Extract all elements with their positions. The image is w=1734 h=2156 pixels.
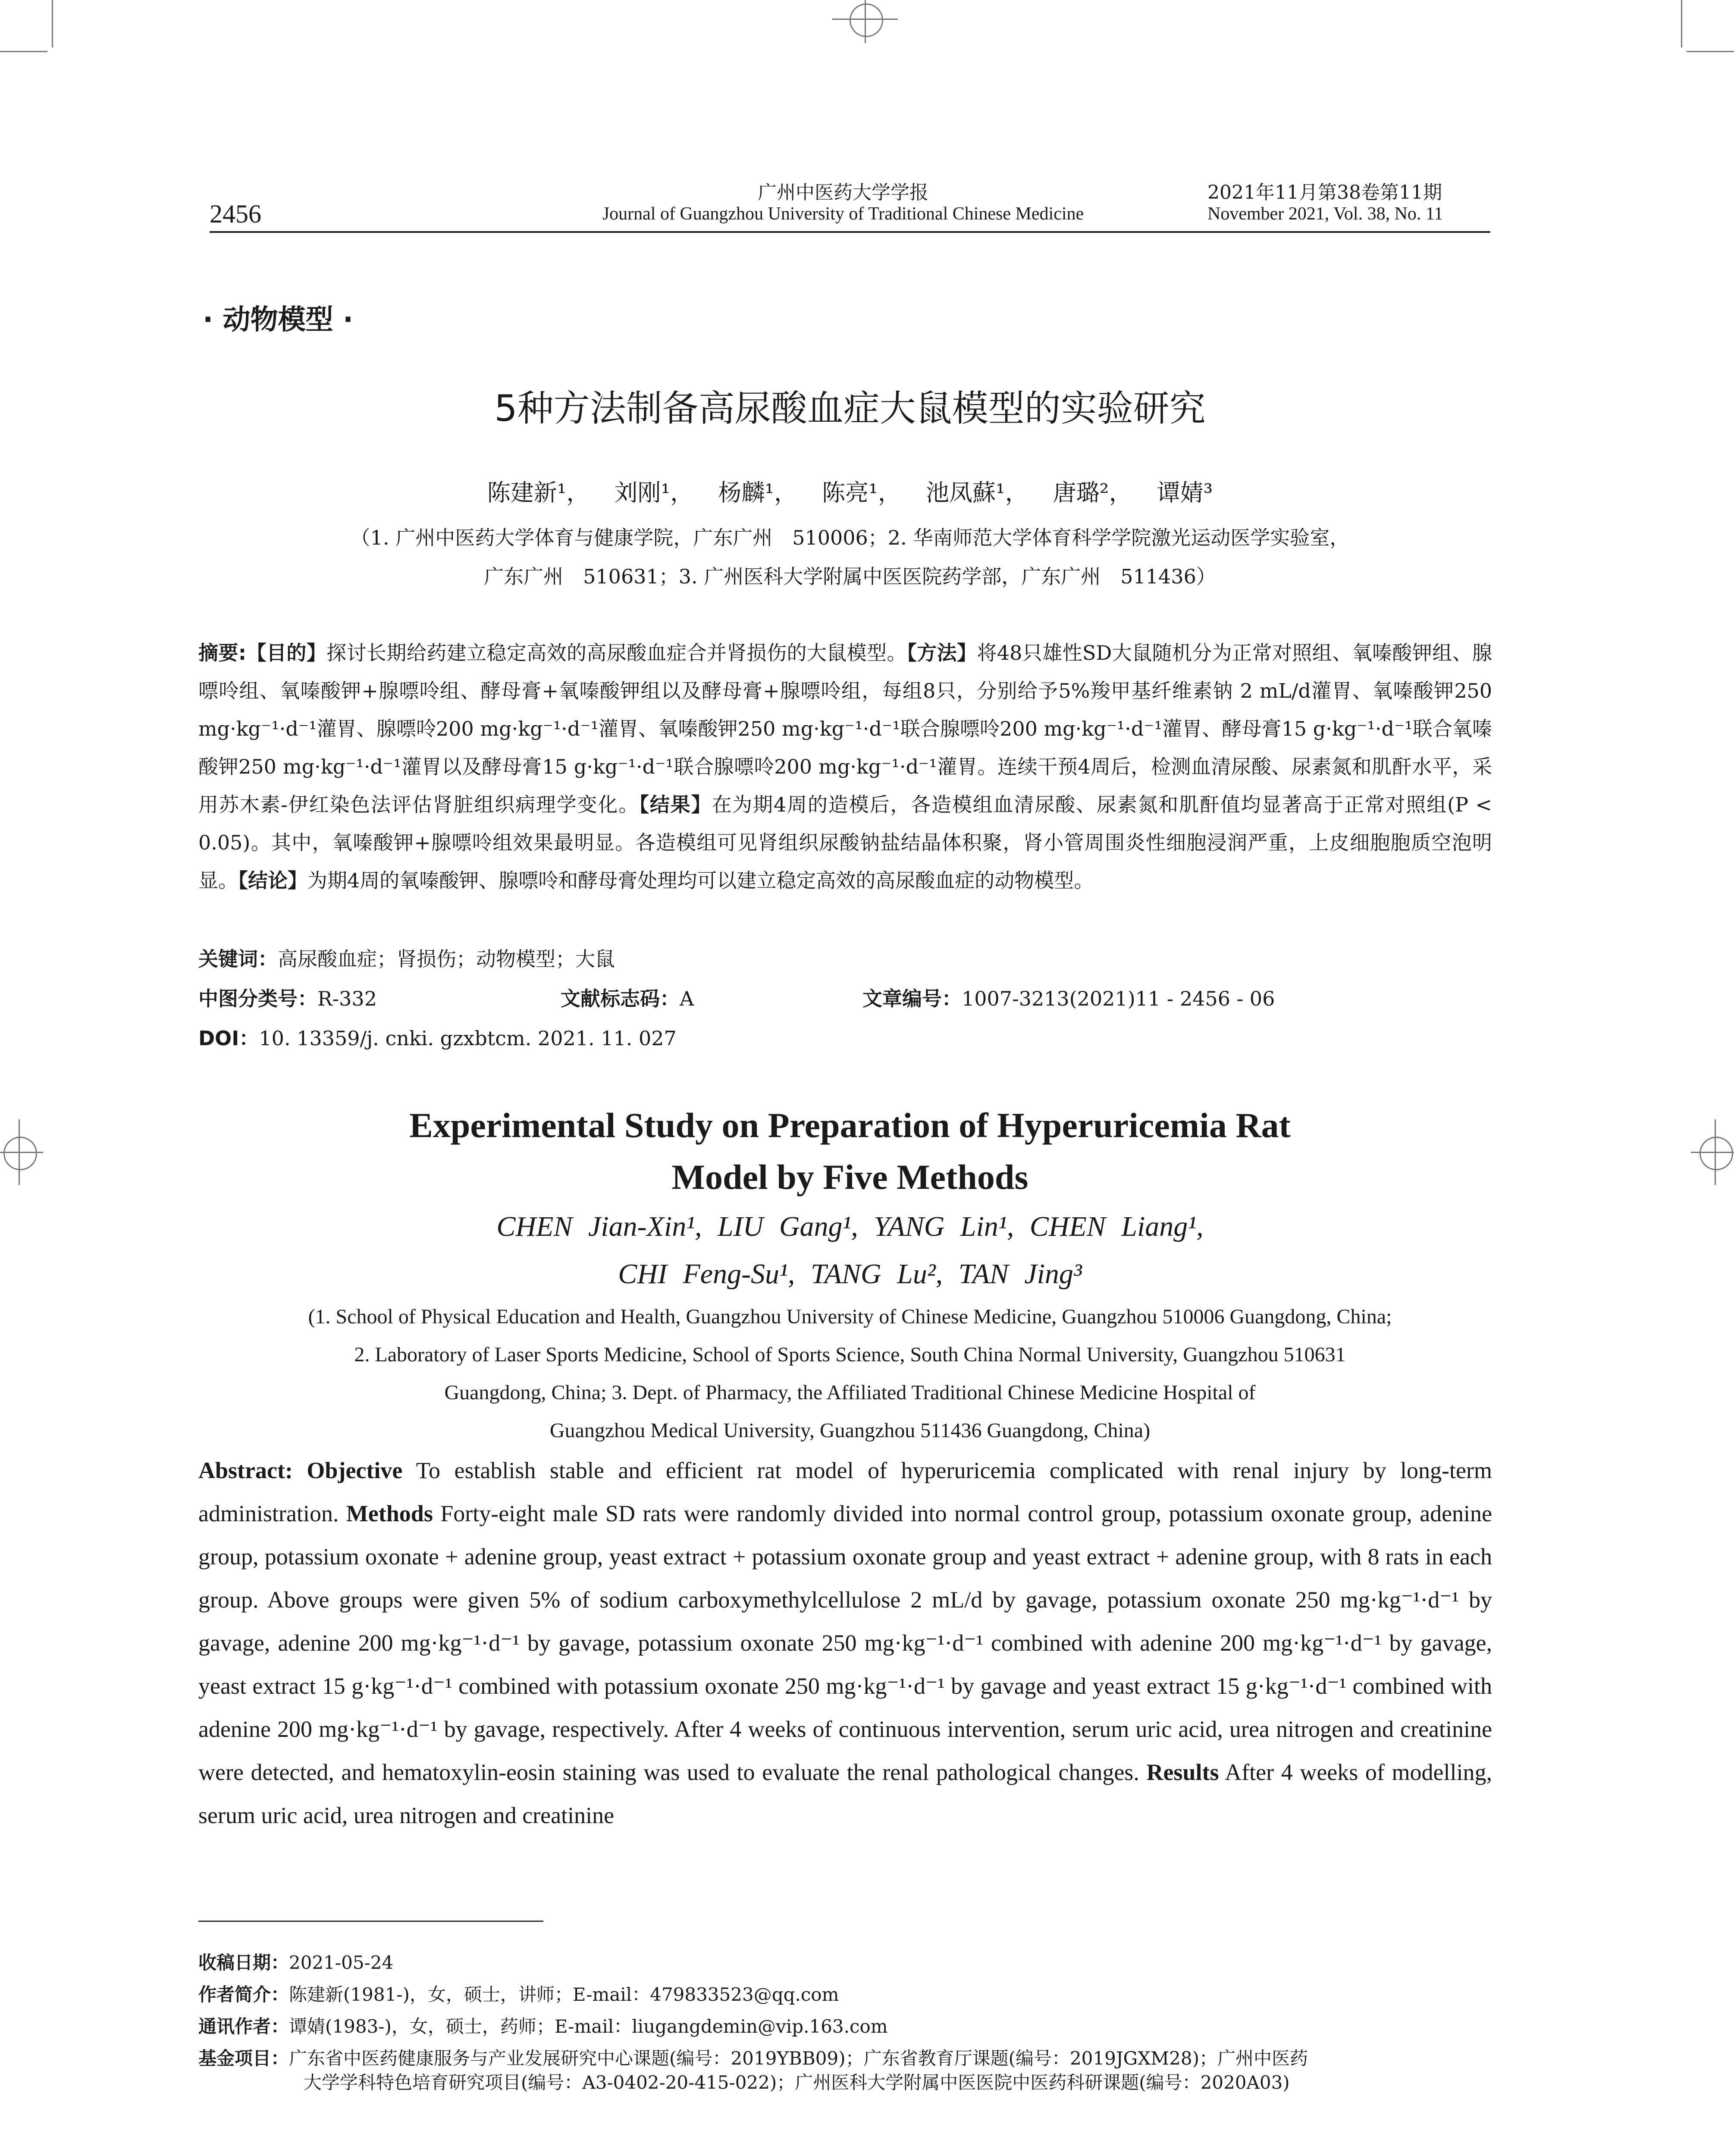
registration-mark-icon [850,3,883,37]
doc-code-label: 文献标志码： [561,987,680,1010]
journal-name-cn: 广州中医药大学学报 [758,182,928,204]
article-number-label: 文章编号： [862,987,962,1010]
registration-mark-icon [1700,1137,1733,1170]
received-date: 2021-05-24 [289,1952,394,1973]
methods-label: 【方法】 [906,641,977,664]
results-text: 在为期4周的造模后，各造模组血清尿酸、尿素氮和肌酐值均显著高于正常对照组(P < 0.05)。其中，氧嗪酸钾+腺嘌呤组效果最明显。各造模组可见肾组织尿酸钠盐结晶体积聚，肾小管周围炎性细胞浸润严重，上皮细胞胞质空泡明显。 [198,793,1492,892]
title-en-line: Experimental Study on Preparation of Hyperuricemia Rat [409,1106,1291,1145]
results-en-text: After 4 weeks of modelling, serum uric acid, urea nitrogen and creatinine [198,1759,1493,1828]
affiliation-en-line: (1. School of Physical Education and Health, Guangzhou University of Chinese Medicine, Guangzhou 510006 Guangdong, China; [308,1305,1392,1328]
clc-label: 中图分类号： [198,987,317,1010]
registration-mark-icon [19,1119,20,1185]
abstract-en-label: Abstract: [198,1457,293,1483]
article-number-value: 1007-3213(2021)11 - 2456 - 06 [962,987,1275,1010]
affiliations-cn [210,518,1490,596]
affiliations-en [210,1298,1490,1450]
methods-en-text: Forty-eight male SD rats were randomly divided into normal control group, potassium oxonate group, adenine group, potassium oxonate + adenine group, yeast extract + potassium oxonate group and yeast extract + adenine group, with 8 rats in each group. Above groups were given 5% of sodium carboxymethylcellulose 2 mL/d by gavage, potassium oxonate 250 mg·kg⁻¹·d⁻¹ by gavage, adenine 200 mg·kg⁻¹·d⁻¹ by gavage, potassium oxonate 250 mg·kg⁻¹·d⁻¹ combined with adenine 200 mg·kg⁻¹·d⁻¹ by gavage, yeast extract 15 g·kg⁻¹·d⁻¹ combined with potassium oxonate 250 mg·kg⁻¹·d⁻¹ by gavage and yeast extract 15 g·kg⁻¹·d⁻¹ combined with adenine 200 mg·kg⁻¹·d⁻¹ by gavage, respectively. After 4 weeks of continuous intervention, serum uric acid, urea nitrogen and creatinine were detected, and hematoxylin-eosin staining was used to evaluate the renal pathological changes. [198,1501,1493,1785]
crop-mark [1681,0,1682,47]
journal-name-en: Journal of Guangzhou University of Traditional Chinese Medicine [602,204,1084,224]
issue-info-en: November 2021, Vol. 38, No. 11 [1207,204,1443,224]
registration-mark-icon [0,1152,43,1153]
doi-link[interactable]: 10. 13359/j. cnki. gzxbtcm. 2021. 11. 027 [259,1027,677,1050]
footnote-rule [198,1921,543,1922]
objective-label: 【目的】 [246,641,327,664]
affiliation-en-line: Guangdong, China; 3. Dept. of Pharmacy, the Affiliated Traditional Chinese Medicine Hospital of [444,1381,1256,1404]
crop-mark [1687,51,1734,52]
registration-mark-icon [1691,1152,1734,1153]
affiliation-line: （1. 广州中医药大学体育与健康学院，广东广州 510006；2. 华南师范大学体育科学学院激光运动医学实验室， [350,526,1350,549]
keywords-value: 高尿酸血症；肾损伤；动物模型；大鼠 [278,947,615,971]
methods-en-label: Methods [346,1501,433,1526]
keywords-label: 关键词： [198,947,278,971]
received-label: 收稿日期： [198,1952,289,1973]
abstract-label: 摘要: [198,641,247,664]
affiliation-en-line: Guangzhou Medical University, Guangzhou 511436 Guangdong, China) [549,1419,1151,1442]
affiliation-en-line: 2. Laboratory of Laser Sports Medicine, School of Sports Science, South China Normal University, Guangzhou 510631 [354,1343,1346,1366]
article-number [862,983,1275,1012]
abstract-cn [198,634,1492,899]
abstract-en [198,1449,1492,1837]
author-intro: 陈建新(1981-)，女，硕士，讲师；E-mail：479833523@qq.com [289,1984,839,2005]
doi [198,1023,677,1051]
header-rule [210,231,1490,233]
results-en-label: Results [1146,1759,1219,1785]
authors-en-line: CHEN Jian-Xin¹, LIU Gang¹, YANG Lin¹, CHEN Liang¹, [496,1211,1204,1242]
fund-label: 基金项目： [198,2048,289,2069]
document-code [561,983,694,1012]
section-label: · 动物模型 · [203,304,354,336]
fund-line: 广东省中医药健康服务与产业发展研究中心课题(编号：2019YBB09)；广东省教育厅课题(编号：2019JGXM28)；广州中医药 [289,2048,1308,2069]
page-number: 2456 [210,200,261,228]
footnote-corresponding [198,2015,1492,2039]
registration-mark-icon [3,1137,37,1170]
title-cn: 5种方法制备高尿酸血症大鼠模型的实验研究 [494,387,1206,429]
corresponding-author: 谭婧(1983-)，女，硕士，药师；E-mail：liugangdemin@vip.163.com [289,2016,888,2037]
methods-text: 将48只雄性SD大鼠随机分为正常对照组、氧嗪酸钾组、腺嘌呤组、氧嗪酸钾+腺嘌呤组、酵母膏+氧嗪酸钾组以及酵母膏+腺嘌呤组，每组8只，分别给予5%羧甲基纤维素钠 2 mL/d灌胃、氧嗪酸钾250 mg·kg⁻¹·d⁻¹灌胃、腺嘌呤200 mg·kg⁻¹·d⁻¹灌胃、氧嗪酸钾250 mg·kg⁻¹·d⁻¹联合腺嘌呤200 mg·kg⁻¹·d⁻¹灌胃、酵母膏15 g·kg⁻¹·d⁻¹联合氧嗪酸钾250 mg·kg⁻¹·d⁻¹灌胃以及酵母膏15 g·kg⁻¹·d⁻¹联合腺嘌呤200 mg·kg⁻¹·d⁻¹灌胃。连续干预4周后，检测血清尿酸、尿素氮和肌酐水平，采用苏木素-伊红染色法评估肾脏组织病理学变化。 [198,641,1493,816]
author-intro-label: 作者简介： [198,1984,289,2005]
doc-code-value: A [680,987,694,1010]
title-en-line: Model by Five Methods [671,1157,1028,1197]
clc-number [198,983,377,1012]
footnote-author [198,1983,1492,2007]
objective-en-label: Objective [307,1457,403,1483]
crop-mark [52,0,53,47]
crop-mark [0,51,47,52]
authors-cn: 陈建新¹， 刘刚¹， 杨麟¹， 陈亮¹， 池凤蘇¹， 唐璐²， 谭婧³ [487,479,1213,506]
doi-label: DOI： [198,1027,259,1050]
conclusion-label: 【结论】 [238,869,307,892]
conclusion-text: 为期4周的氧嗪酸钾、腺嘌呤和酵母膏处理均可以建立稳定高效的高尿酸血症的动物模型。 [307,869,1094,892]
authors-en-line: CHI Feng-Su¹, TANG Lu², TAN Jing³ [618,1258,1082,1290]
fund-line: 大学学科特色培育研究项目(编号：A3-0402-20-415-022)；广州医科大学附属中医医院中医药科研课题(编号：2020A03) [304,2072,1290,2093]
registration-mark-icon [865,0,866,43]
footnote-received [198,1951,1492,1975]
title-en [210,1100,1490,1203]
authors-en [210,1203,1490,1298]
registration-mark-icon [1715,1119,1716,1185]
corresponding-label: 通讯作者： [198,2016,289,2037]
clc-value: R-332 [317,987,377,1010]
issue-info-cn: 2021年11月第38卷第11期 [1207,182,1442,204]
affiliation-line: 广东广州 510631；3. 广州医科大学附属中医医院药学部，广东广州 511436） [484,565,1216,588]
keywords [198,943,615,972]
results-label: 【结果】 [639,793,712,816]
objective-text: 探讨长期给药建立稳定高效的高尿酸血症合并肾损伤的大鼠模型。 [326,641,907,664]
footnote-fund [198,2046,1492,2095]
objective-en-text: To establish stable and efficient rat model of hyperuricemia complicated with renal injury by long-term administration. [198,1457,1492,1526]
